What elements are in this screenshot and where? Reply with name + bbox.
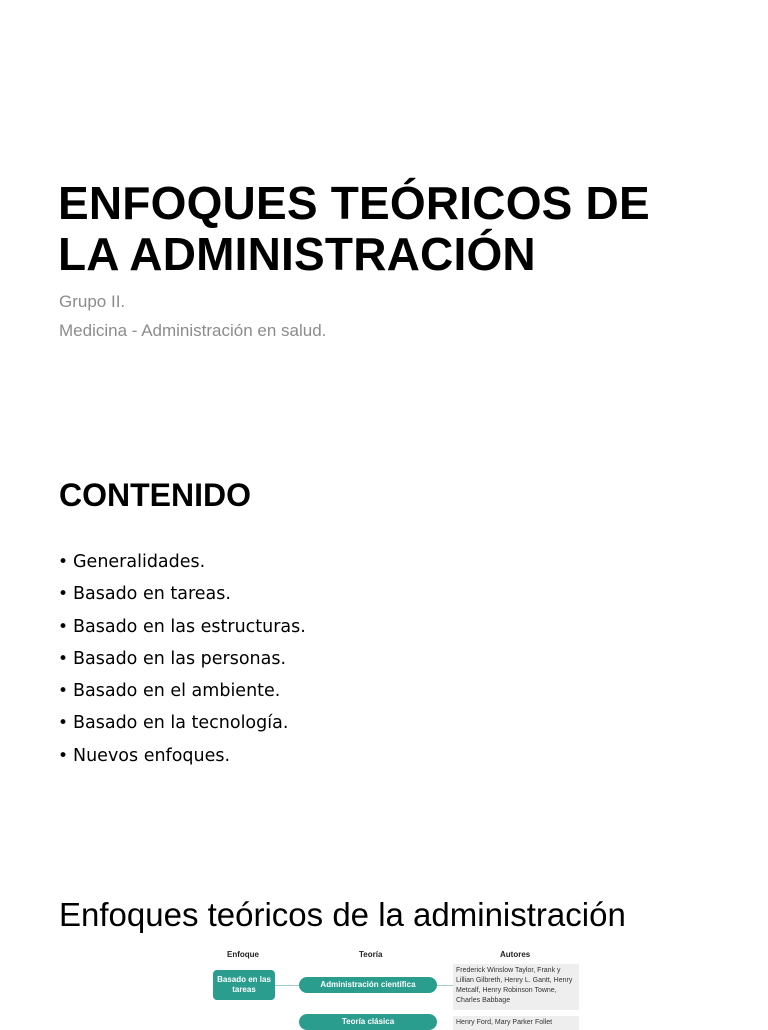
bullet-icon: • <box>58 648 69 669</box>
list-item <box>58 580 306 612</box>
contents-list <box>58 548 306 774</box>
bullet-icon: • <box>58 552 69 572</box>
list-item <box>58 709 306 741</box>
teoria-box-cientifica: Administración científica <box>299 977 437 993</box>
header-teoria: Teoría <box>359 950 383 959</box>
list-item-label: Basado en el ambiente. <box>73 681 281 702</box>
bullet-icon: • <box>58 681 69 702</box>
bullet-icon: • <box>58 713 69 734</box>
list-item-label: Basado en tareas. <box>73 584 231 605</box>
connector-line <box>437 985 453 986</box>
slide-title <box>58 178 748 280</box>
list-item-label: Basado en las estructuras. <box>73 616 306 637</box>
list-item-label: Basado en las personas. <box>73 648 287 669</box>
bullet-icon: • <box>58 584 69 605</box>
bullet-icon: • <box>58 745 69 766</box>
list-item-label: Nuevos enfoques. <box>73 745 231 766</box>
subtitle-group: Grupo II. <box>59 292 126 311</box>
list-item <box>58 613 306 645</box>
section-title-enfoques: Enfoques teóricos de la administración <box>59 896 626 933</box>
teoria-box-clasica: Teoría clásica <box>299 1014 437 1030</box>
header-autores: Autores <box>500 950 531 959</box>
slide-title-line-2: LA ADMINISTRACIÓN <box>58 228 536 280</box>
subtitle-course: Medicina - Administración en salud. <box>59 321 327 340</box>
list-item <box>58 742 306 774</box>
enfoque-box-tareas: Basado en las tareas <box>213 970 275 1000</box>
list-item <box>58 645 306 677</box>
autores-box-clasica: Henry Ford, Mary Parker Follet <box>453 1016 579 1030</box>
enfoques-diagram <box>205 944 595 1024</box>
header-enfoque: Enfoque <box>227 950 259 959</box>
list-item <box>58 677 306 709</box>
list-item-label: Basado en la tecnología. <box>73 713 289 734</box>
list-item <box>58 548 306 580</box>
list-item-label: Generalidades. <box>73 552 206 572</box>
contents-heading: CONTENIDO <box>59 477 251 513</box>
bullet-icon: • <box>58 616 69 637</box>
slide-title-line-1: ENFOQUES TEÓRICOS DE <box>58 177 650 229</box>
autores-box-cientifica: Frederick Winslow Taylor, Frank y Lillian Gilbreth, Henry L. Gantt, Henry Metcalf, Henry Robinson Towne, Charles Babbage <box>453 964 579 1010</box>
connector-line <box>275 985 299 986</box>
